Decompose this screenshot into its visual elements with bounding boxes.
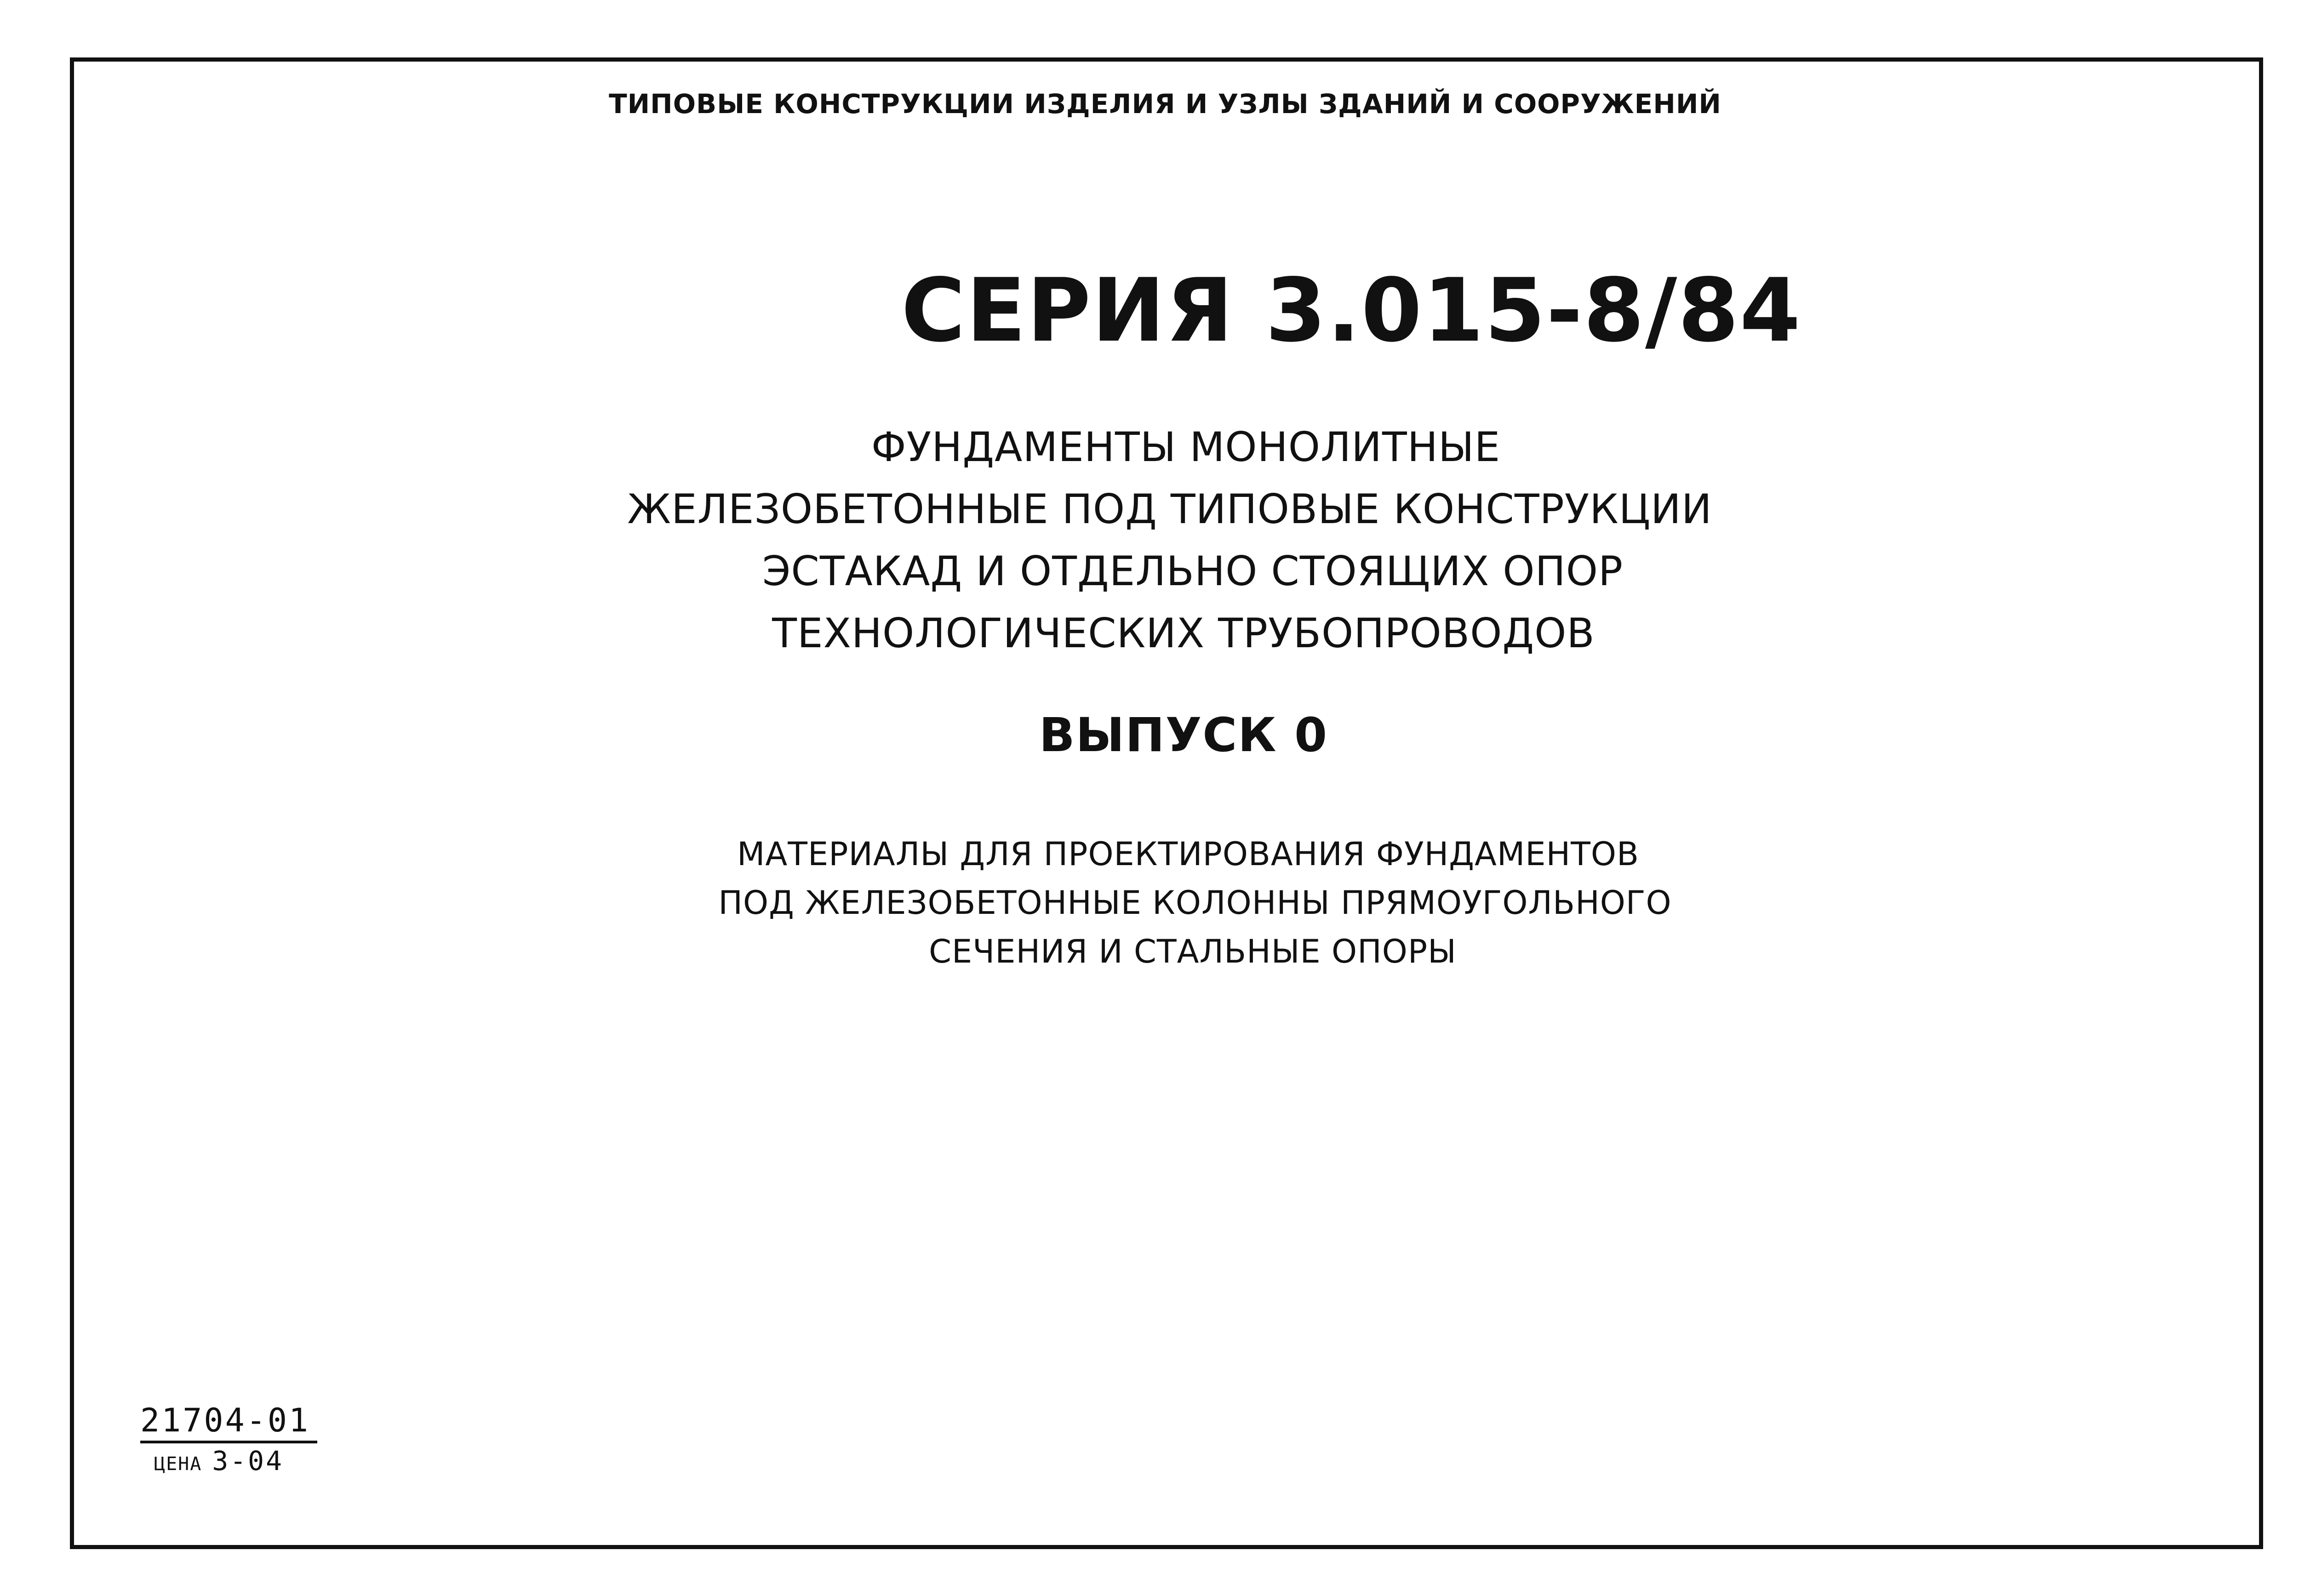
main-title-line: ЭСТАКАД И ОТДЕЛЬНО СТОЯЩИХ ОПОР [762, 547, 1624, 595]
price-value: 3-04 [212, 1445, 284, 1476]
subtitle-line: СЕЧЕНИЯ И СТАЛЬНЫЕ ОПОРЫ [929, 933, 1457, 970]
subtitle-line: МАТЕРИАЛЫ ДЛЯ ПРОЕКТИРОВАНИЯ ФУНДАМЕНТОВ [737, 835, 1639, 873]
subtitle-line: ПОД ЖЕЛЕЗОБЕТОННЫЕ КОЛОННЫ ПРЯМОУГОЛЬНОГО [718, 884, 1672, 922]
series-title: СЕРИЯ 3.015-8/84 [901, 260, 1801, 361]
price-label: ЦЕНА [154, 1454, 202, 1475]
main-title [0, 416, 2299, 664]
subtitle [0, 830, 2299, 976]
price-line [140, 1447, 324, 1478]
inventory-stamp [140, 1402, 324, 1478]
inventory-number: 21704-01 [140, 1402, 317, 1443]
main-title-line: ЖЕЛЕЗОБЕТОННЫЕ ПОД ТИПОВЫЕ КОНСТРУКЦИИ [627, 485, 1712, 533]
main-title-line: ФУНДАМЕНТЫ МОНОЛИТНЫЕ [871, 423, 1501, 471]
issue-label: ВЫПУСК 0 [1039, 708, 1328, 763]
document-header: ТИПОВЫЕ КОНСТРУКЦИИ ИЗДЕЛИЯ И УЗЛЫ ЗДАНИЙ И СООРУЖЕНИЙ [609, 88, 1721, 120]
main-title-line: ТЕХНОЛОГИЧЕСКИХ ТРУБОПРОВОДОВ [772, 610, 1595, 657]
